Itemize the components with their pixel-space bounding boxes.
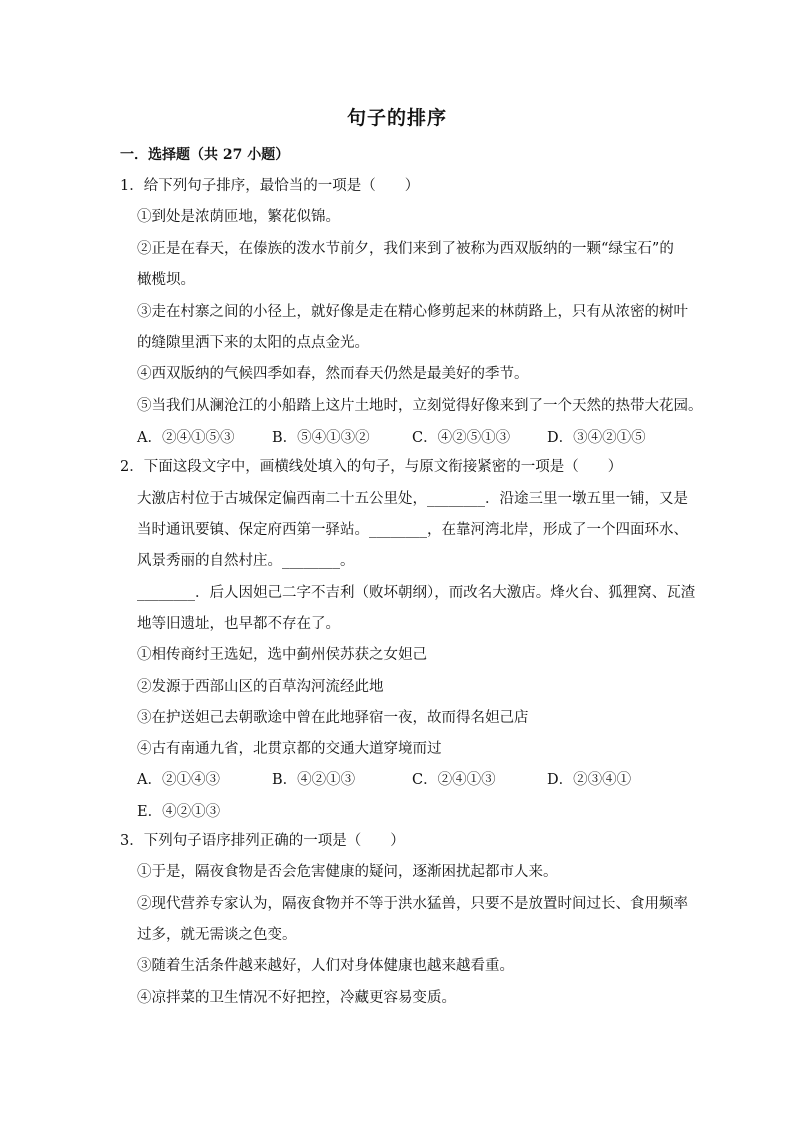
question-3-sentence-2-cont: 过多，就无需谈之色变。 xyxy=(137,927,297,943)
question-3-sentence-1: ①于是，隔夜食物是否会危害健康的疑问，逐渐困扰起都市人来。 xyxy=(137,864,558,880)
question-2-passage-line-5: 地等旧遗址，也早都不存在了。 xyxy=(137,616,340,632)
question-1-sentence-5: ⑤当我们从澜沧江的小船踏上这片土地时，立刻觉得好像来到了一个天然的热带大花园。 xyxy=(137,398,703,414)
question-3-sentence-4: ④凉拌菜的卫生情况不好把控，冷藏更容易变质。 xyxy=(137,990,456,1006)
question-1-option-b: B．⑤④①③② xyxy=(272,430,370,446)
question-2-passage-line-3: 风景秀丽的自然村庄。________。 xyxy=(137,553,355,569)
question-2-option-d: D．②③④① xyxy=(547,772,632,788)
question-2-passage-line-4: ________．后人因妲己二字不吉利（败坏朝纲），而改名大激店。烽火台、狐狸窝、瓦渣 xyxy=(137,585,696,601)
question-1-option-a: A．②④①⑤③ xyxy=(137,430,235,446)
question-3-stem: 3．下列句子语序排列正确的一项是（ ） xyxy=(120,833,405,849)
question-3-sentence-2: ②现代营养专家认为，隔夜食物并不等于洪水猛兽，只要不是放置时间过长、食用频率 xyxy=(137,896,688,912)
question-2-passage-line-1: 大激店村位于古城保定偏西南二十五公里处，________．沿途三里一墩五里一铺，又是 xyxy=(137,491,688,507)
question-2-sentence-1: ①相传商纣王选妃，选中蓟州侯苏获之女妲己 xyxy=(137,647,427,663)
question-2-option-a: A．②①④③ xyxy=(137,772,220,788)
question-1-stem: 1．给下列句子排序，最恰当的一项是（ ） xyxy=(120,178,420,194)
question-1-option-c: C．④②⑤①③ xyxy=(412,430,511,446)
question-1-sentence-3-cont: 的缝隙里洒下来的太阳的点点金光。 xyxy=(137,335,369,351)
question-1-sentence-1: ①到处是浓荫匝地，繁花似锦。 xyxy=(137,209,340,225)
question-1-sentence-2: ②正是在春天，在傣族的泼水节前夕，我们来到了被称为西双版纳的一颗“绿宝石”的 xyxy=(137,241,674,257)
question-1-sentence-3: ③走在村寨之间的小径上，就好像是走在精心修剪起来的林荫路上，只有从浓密的树叶 xyxy=(137,304,688,320)
question-2-option-e: E．④②①③ xyxy=(137,804,221,820)
section-heading: 一．选择题（共 27 小题） xyxy=(120,147,290,163)
question-2-sentence-4: ④古有南通九省，北贯京都的交通大道穿境而过 xyxy=(137,741,442,757)
question-1-option-d: D．③④②①⑤ xyxy=(547,430,646,446)
question-2-option-b: B．④②①③ xyxy=(272,772,356,788)
question-2-sentence-2: ②发源于西部山区的百草沟河流经此地 xyxy=(137,679,384,695)
question-2-sentence-3: ③在护送妲己去朝歌途中曾在此地驿宿一夜，故而得名妲己店 xyxy=(137,710,529,726)
question-2-stem: 2．下面这段文字中，画横线处填入的句子，与原文衔接紧密的一项是（ ） xyxy=(120,459,623,475)
question-1-sentence-4: ④西双版纳的气候四季如春，然而春天仍然是最美好的季节。 xyxy=(137,366,529,382)
page-title: 句子的排序 xyxy=(346,107,447,129)
question-1-sentence-2-cont: 橄榄坝。 xyxy=(137,272,195,288)
question-3-sentence-3: ③随着生活条件越来越好，人们对身体健康也越来越看重。 xyxy=(137,958,514,974)
question-2-option-c: C．②④①③ xyxy=(412,772,496,788)
question-2-passage-line-2: 当时通讯要镇、保定府西第一驿站。________，在靠河湾北岸，形成了一个四面环水、 xyxy=(137,522,688,538)
